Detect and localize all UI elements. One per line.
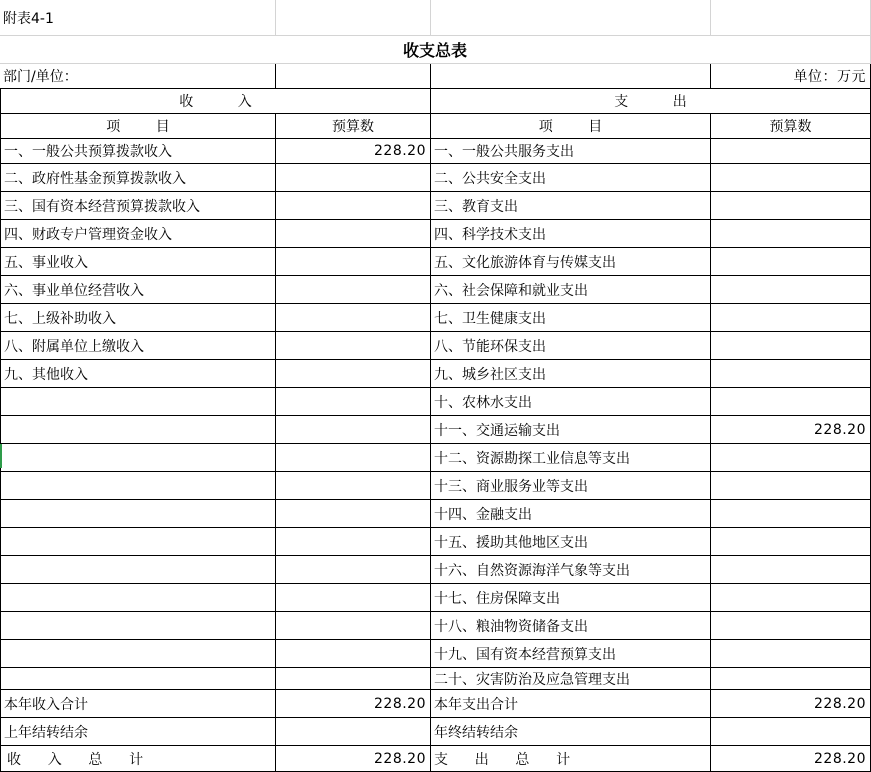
year-end-carryover-label[interactable]: 年终结转结余 <box>431 718 711 746</box>
table-row <box>0 556 871 584</box>
table-row <box>0 444 871 472</box>
income-item[interactable]: 四、财政专户管理资金收入 <box>0 220 276 248</box>
expense-header[interactable]: 支 出 <box>431 89 871 114</box>
selection-marker <box>0 444 2 468</box>
expense-value[interactable] <box>711 360 871 388</box>
income-item[interactable] <box>0 528 276 556</box>
grand-total-row <box>0 746 871 772</box>
expense-item[interactable]: 十八、粮油物资储备支出 <box>431 612 711 640</box>
expense-value[interactable] <box>711 192 871 220</box>
expense-value[interactable] <box>711 472 871 500</box>
expense-value[interactable] <box>711 444 871 472</box>
table-title[interactable]: 收支总表 <box>0 36 871 64</box>
income-item[interactable] <box>0 584 276 612</box>
expense-item-header[interactable]: 项 目 <box>431 114 711 139</box>
income-value[interactable] <box>276 612 431 640</box>
income-value[interactable] <box>276 668 431 690</box>
income-total-label[interactable]: 本年收入合计 <box>0 690 276 718</box>
expense-value[interactable] <box>711 556 871 584</box>
income-value[interactable] <box>276 360 431 388</box>
income-value[interactable] <box>276 304 431 332</box>
total-row <box>0 690 871 718</box>
expense-item[interactable]: 九、城乡社区支出 <box>431 360 711 388</box>
empty-cell[interactable] <box>711 0 871 36</box>
income-item[interactable] <box>0 444 276 472</box>
expense-item[interactable]: 三、教育支出 <box>431 192 711 220</box>
income-budget-header[interactable]: 预算数 <box>276 114 431 139</box>
income-value[interactable] <box>276 472 431 500</box>
empty-cell[interactable] <box>276 0 431 36</box>
income-header[interactable]: 收 入 <box>0 89 431 114</box>
section-header-row <box>0 89 871 114</box>
expense-item[interactable]: 十二、资源勘探工业信息等支出 <box>431 444 711 472</box>
expense-item[interactable]: 八、节能环保支出 <box>431 332 711 360</box>
expense-value[interactable] <box>711 584 871 612</box>
empty-cell[interactable] <box>276 64 431 89</box>
expense-item[interactable]: 十七、住房保障支出 <box>431 584 711 612</box>
table-row <box>0 640 871 668</box>
income-item[interactable] <box>0 640 276 668</box>
expense-item[interactable]: 十六、自然资源海洋气象等支出 <box>431 556 711 584</box>
expense-item[interactable]: 四、科学技术支出 <box>431 220 711 248</box>
expense-item[interactable]: 十五、援助其他地区支出 <box>431 528 711 556</box>
expense-total-label[interactable]: 本年支出合计 <box>431 690 711 718</box>
table-row <box>0 416 871 444</box>
income-item[interactable]: 二、政府性基金预算拨款收入 <box>0 164 276 192</box>
income-value[interactable] <box>276 528 431 556</box>
table-row <box>0 528 871 556</box>
income-value[interactable] <box>276 192 431 220</box>
income-item[interactable]: 八、附属单位上缴收入 <box>0 332 276 360</box>
table-row <box>0 472 871 500</box>
income-value[interactable] <box>276 388 431 416</box>
expense-grand-total-label[interactable]: 支 出 总 计 <box>431 746 711 772</box>
expense-value[interactable] <box>711 332 871 360</box>
table-row <box>0 192 871 220</box>
sheet-label-row <box>0 0 871 36</box>
expense-value[interactable] <box>711 304 871 332</box>
expense-value[interactable] <box>711 388 871 416</box>
expense-budget-header[interactable]: 预算数 <box>711 114 871 139</box>
table-row <box>0 248 871 276</box>
income-value[interactable] <box>276 444 431 472</box>
expense-item[interactable]: 五、文化旅游体育与传媒支出 <box>431 248 711 276</box>
unit-label[interactable]: 单位：万元 <box>711 64 871 89</box>
income-item[interactable]: 九、其他收入 <box>0 360 276 388</box>
income-total-value[interactable]: 228.20 <box>276 690 431 718</box>
income-value[interactable]: 228.20 <box>276 139 431 164</box>
income-value[interactable] <box>276 276 431 304</box>
income-item[interactable] <box>0 500 276 528</box>
income-grand-total-value[interactable]: 228.20 <box>276 746 431 772</box>
income-value[interactable] <box>276 220 431 248</box>
table-row <box>0 584 871 612</box>
title-row <box>0 36 871 64</box>
expense-total-value[interactable]: 228.20 <box>711 690 871 718</box>
income-value[interactable] <box>276 416 431 444</box>
table-row <box>0 139 871 164</box>
expense-value[interactable] <box>711 668 871 690</box>
income-value[interactable] <box>276 640 431 668</box>
income-item-header[interactable]: 项 目 <box>0 114 276 139</box>
income-value[interactable] <box>276 500 431 528</box>
income-value[interactable] <box>276 248 431 276</box>
income-item[interactable] <box>0 472 276 500</box>
income-item[interactable]: 三、国有资本经营预算拨款收入 <box>0 192 276 220</box>
income-item[interactable] <box>0 556 276 584</box>
expense-item[interactable]: 二、公共安全支出 <box>431 164 711 192</box>
sheet-number-cell[interactable]: 附表4-1 <box>0 0 276 36</box>
expense-value[interactable] <box>711 640 871 668</box>
dept-unit-row <box>0 64 871 89</box>
carryover-row <box>0 718 871 746</box>
income-item[interactable] <box>0 612 276 640</box>
table-row <box>0 276 871 304</box>
expense-value[interactable] <box>711 528 871 556</box>
expense-item[interactable]: 七、卫生健康支出 <box>431 304 711 332</box>
expense-item[interactable]: 十三、商业服务业等支出 <box>431 472 711 500</box>
expense-value[interactable] <box>711 164 871 192</box>
income-value[interactable] <box>276 556 431 584</box>
income-item[interactable] <box>0 668 276 690</box>
table-row <box>0 332 871 360</box>
expense-item[interactable]: 二十、灾害防治及应急管理支出 <box>431 668 711 690</box>
expense-item[interactable]: 六、社会保障和就业支出 <box>431 276 711 304</box>
empty-cell[interactable] <box>431 0 711 36</box>
expense-value[interactable] <box>711 139 871 164</box>
column-header-row <box>0 114 871 139</box>
expense-grand-total-value[interactable]: 228.20 <box>711 746 871 772</box>
table-row <box>0 612 871 640</box>
expense-item[interactable]: 一、一般公共服务支出 <box>431 139 711 164</box>
table-row <box>0 668 871 690</box>
expense-item[interactable]: 十、农林水支出 <box>431 388 711 416</box>
income-item[interactable]: 七、上级补助收入 <box>0 304 276 332</box>
expense-value[interactable] <box>711 612 871 640</box>
year-end-carryover-value[interactable] <box>711 718 871 746</box>
table-row <box>0 360 871 388</box>
table-row <box>0 164 871 192</box>
expense-item[interactable]: 十九、国有资本经营预算支出 <box>431 640 711 668</box>
expense-item[interactable]: 十四、金融支出 <box>431 500 711 528</box>
income-item[interactable]: 六、事业单位经营收入 <box>0 276 276 304</box>
prior-year-carryover-value[interactable] <box>276 718 431 746</box>
expense-value[interactable] <box>711 248 871 276</box>
income-item[interactable]: 五、事业收入 <box>0 248 276 276</box>
empty-cell[interactable] <box>431 64 711 89</box>
table-row <box>0 388 871 416</box>
income-item[interactable]: 一、一般公共预算拨款收入 <box>0 139 276 164</box>
income-item[interactable] <box>0 388 276 416</box>
table-row <box>0 220 871 248</box>
expense-value[interactable] <box>711 500 871 528</box>
table-row <box>0 304 871 332</box>
income-grand-total-label[interactable]: 收 入 总 计 <box>0 746 276 772</box>
income-item[interactable] <box>0 416 276 444</box>
expense-item[interactable]: 十一、交通运输支出 <box>431 416 711 444</box>
expense-value[interactable] <box>711 220 871 248</box>
expense-value[interactable] <box>711 276 871 304</box>
income-value[interactable] <box>276 332 431 360</box>
income-value[interactable] <box>276 584 431 612</box>
table-row <box>0 500 871 528</box>
income-value[interactable] <box>276 164 431 192</box>
prior-year-carryover-label[interactable]: 上年结转结余 <box>0 718 276 746</box>
expense-value[interactable]: 228.20 <box>711 416 871 444</box>
dept-label[interactable]: 部门/单位： <box>0 64 276 89</box>
